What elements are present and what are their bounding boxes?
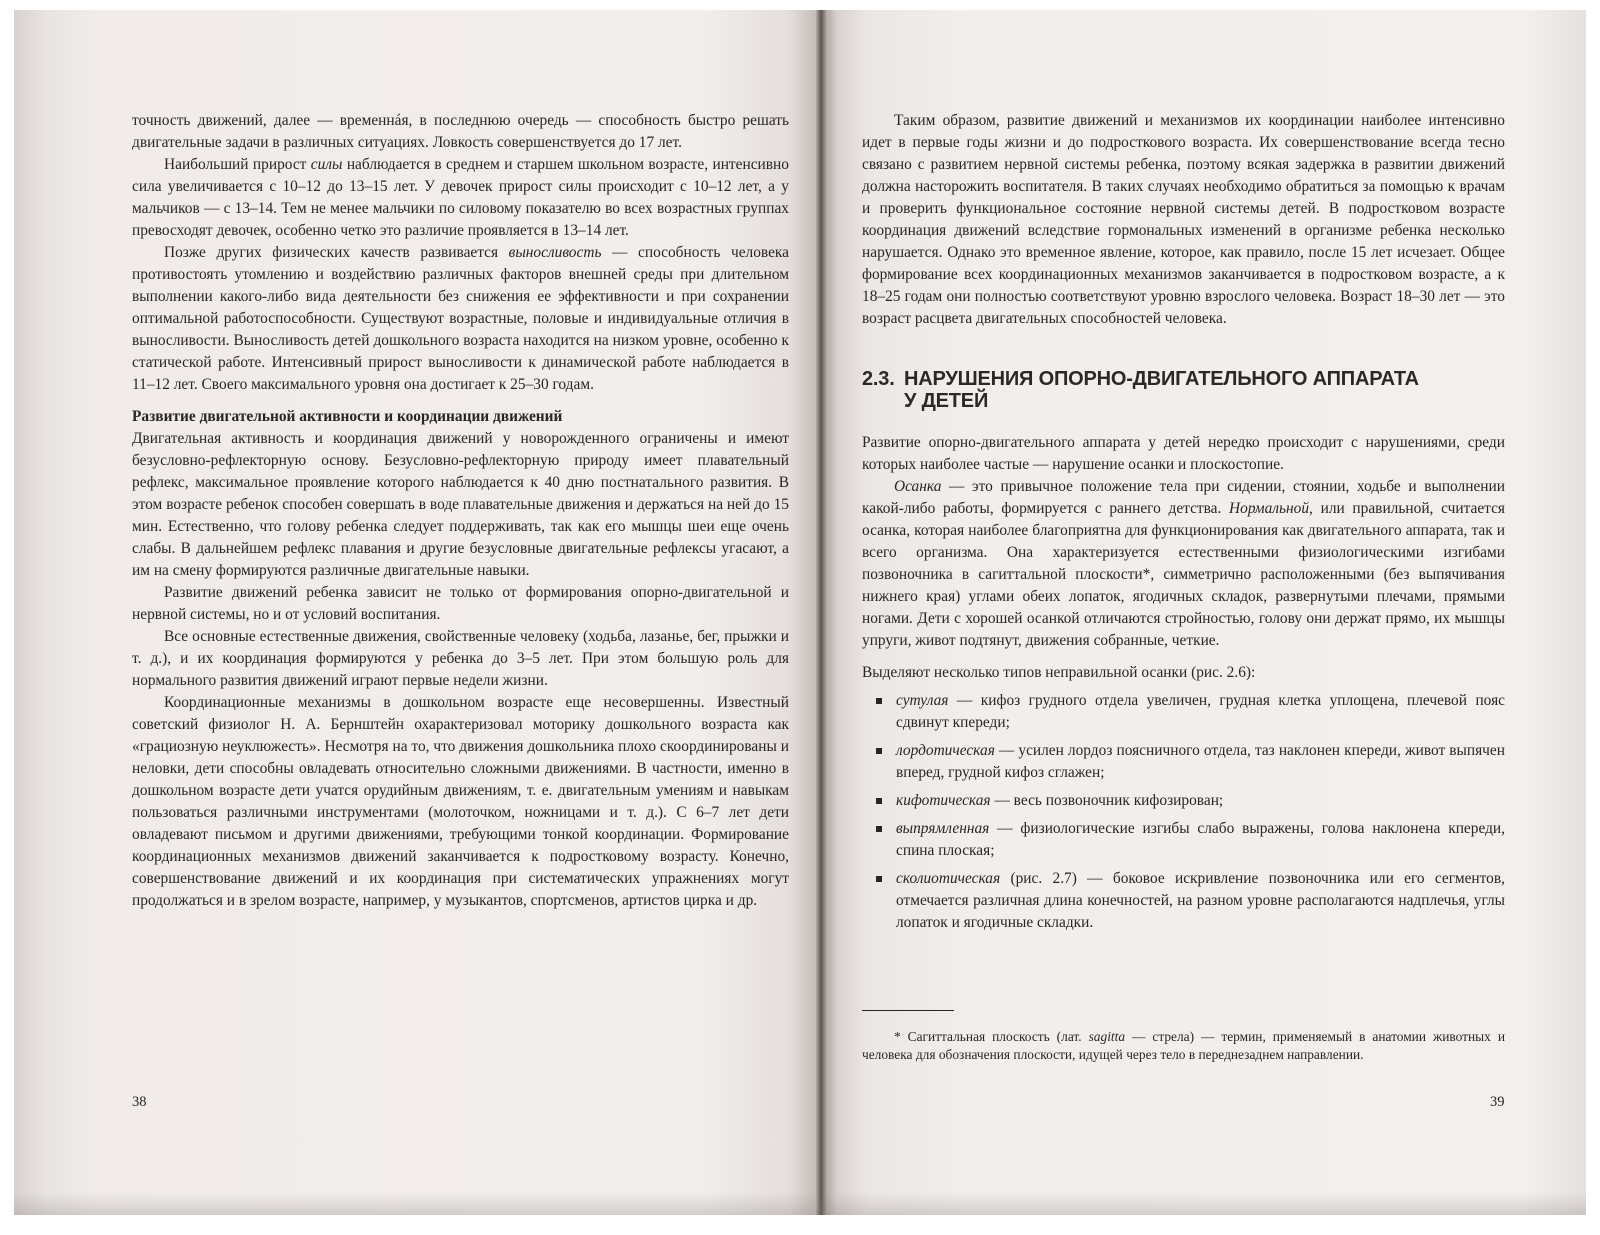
paragraph bbox=[132, 154, 789, 242]
paragraph bbox=[862, 476, 1505, 652]
list-item bbox=[862, 790, 1505, 812]
page-bottom-shadow bbox=[14, 1192, 1586, 1215]
text-run: — стрела) — термин, применяемый в анатомии животных и человека для обозначения плоскости, идущей через тело в переднезаднем направлении. bbox=[862, 1029, 1505, 1062]
text-run: — это привычное положение тела при сидении, стоянии, ходьбе и выполнении какой-либо работы, формируется с раннего детства. bbox=[862, 478, 1505, 517]
subsection-heading: Развитие двигательной активности и координации движений bbox=[132, 408, 563, 425]
paragraph: Выделяют несколько типов неправильной осанки (рис. 2.6): bbox=[862, 664, 1256, 681]
italic-term: выносливость bbox=[508, 244, 602, 261]
text-run: , или правильной, считается осанка, которая наиболее благоприятна для функционирования как двигательного аппарата, так и всего организма. Она характеризуется естественными физиологическими изгибами позвоночника в сагиттальной плоскости*, симметрично расположенными (без выпячивания нижнего края) углами обеих лопаток, ягодичных складок, развернутыми плечами, прямыми ногами. Дети с хорошей осанкой отличаются стройностью, голову они держат прямо, их мышцы упруги, живот подтянут, движения собранные, четкие. bbox=[862, 500, 1505, 649]
footnote bbox=[862, 1028, 1505, 1064]
paragraph: точность движений, далее — временнáя, в последнюю очередь — способность быстро решать двигательные задачи в различных ситуациях. Ловкость совершенствуется до 17 лет. bbox=[132, 112, 789, 151]
text-run: Наибольший прирост bbox=[164, 156, 311, 173]
bullet-icon bbox=[876, 826, 882, 832]
italic-term: кифотическая bbox=[896, 792, 991, 809]
footnote-rule bbox=[862, 1010, 954, 1011]
list-item bbox=[862, 818, 1505, 862]
text-run: * Сагиттальная плоскость (лат. bbox=[894, 1029, 1089, 1044]
italic-term: sagitta bbox=[1088, 1029, 1126, 1044]
italic-term: Нормальной bbox=[1229, 500, 1310, 517]
italic-term: лордотическая bbox=[896, 742, 995, 759]
section-title-line-2: У ДЕТЕЙ bbox=[904, 390, 989, 412]
bullet-icon bbox=[876, 748, 882, 754]
paragraph bbox=[132, 242, 789, 396]
italic-term: выпрямленная bbox=[896, 820, 990, 837]
left-page-text bbox=[132, 110, 789, 912]
paragraph: Развитие опорно-двигательного аппарата у детей нередко происходит с нарушениями, среди которых наиболее частые — нарушение осанки и плоскостопие. bbox=[862, 434, 1505, 473]
italic-term: сколиотическая bbox=[896, 870, 1001, 887]
text-run: — усилен лордоз поясничного отдела, таз наклонен кпереди, живот выпячен вперед, грудной кифоз сглажен; bbox=[896, 742, 1505, 781]
italic-term: Осанка bbox=[894, 478, 942, 495]
footnote-text bbox=[862, 1028, 1505, 1064]
paragraph: Координационные механизмы в дошкольном возрасте еще несовершенны. Известный советский физиолог Н. А. Бернштейн охарактеризовал моторику дошкольного возраста как «грациозную неуклюжесть». Несмотря на то, что движения дошкольника плохо скоординированы и неловки, дети способны овладевать относительно сложными движениями. В частности, именно в дошкольном возрасте дети учатся орудийным движениям, т. е. двигательным умениям и навыкам пользоваться различными инструментами (молоточком, ножницами и т. д.). С 6–7 лет дети овладевают письмом и другими движениями, требующими тонкой координации. Формирование координационных механизмов движений заканчивается к подростковому возрасту. Конечно, совершенствование движений и их координация при систематических упражнениях могут продолжаться и в зрелом возрасте, например, у музыкантов, спортсменов, артистов цирка и др. bbox=[132, 694, 789, 909]
paragraph: Все основные естественные движения, свойственные человеку (ходьба, лазанье, бег, прыжки и т. д.), и их координация формируются у ребенка до 3–5 лет. При этом большую роль для нормального развития движений играют первые недели жизни. bbox=[132, 628, 789, 689]
open-book bbox=[14, 10, 1586, 1215]
bullet-icon bbox=[876, 698, 882, 704]
right-page-text bbox=[862, 110, 1505, 940]
text-run: Позже других физических качеств развивается bbox=[164, 244, 509, 261]
text-run: (рис. 2.7) — боковое искривление позвоночника или его сегментов, отмечается различная длина конечностей, на разном уровне располагаются надплечья, углы лопаток и ягодичные складки. bbox=[896, 870, 1505, 931]
text-run: — физиологические изгибы слабо выражены, голова наклонена кпереди, спина плоская; bbox=[896, 820, 1505, 859]
bullet-icon bbox=[876, 876, 882, 882]
page-number-left: 38 bbox=[132, 1094, 147, 1110]
bullet-icon bbox=[876, 798, 882, 804]
text-run: наблюдается в среднем и старшем школьном возрасте, интенсивно сила увеличивается с 10–12 до 13–15 лет. У девочек прирост силы происходит с 10–12 лет, а у мальчиков — с 13–14. Тем не менее мальчики по силовому показателю во всех возрастных группах превосходят девочек, особенно четко это различие проявляется в 13–14 лет. bbox=[132, 156, 789, 239]
posture-types-list bbox=[862, 690, 1505, 934]
list-item bbox=[862, 740, 1505, 784]
text-run: — весь позвоночник кифозирован; bbox=[990, 792, 1224, 809]
book-spine bbox=[816, 10, 826, 1215]
section-heading bbox=[862, 368, 1505, 412]
page-number-right: 39 bbox=[1490, 1094, 1505, 1110]
paragraph: Двигательная активность и координация движений у новорожденного ограничены и имеют безусловно-рефлекторную основу. Безусловно-рефлекторную природу имеет плавательный рефлекс, максимальное проявление которого наблюдается к 40 дню постнатального развития. В этом возрасте ребенок способен совершать в воде плавательные движения и держаться на ней до 15 мин. Естественно, что голову ребенка следует поддерживать, так как его мышцы шеи еще очень слабы. В дальнейшем рефлекс плавания и другие безусловные двигательные рефлексы угасают, а им на смену формируются различные двигательные навыки. bbox=[132, 430, 789, 579]
italic-term: сутулая bbox=[896, 692, 949, 709]
list-item bbox=[862, 868, 1505, 934]
italic-term: силы bbox=[310, 156, 343, 173]
text-run: — кифоз грудного отдела увеличен, грудная клетка уплощена, плечевой пояс сдвинут кпереди; bbox=[896, 692, 1505, 731]
text-run: — способность человека противостоять утомлению и воздействию различных факторов внешней среды при длительном выполнении какого-либо вида деятельности без снижения ее эффективности и при сохранении оптимальной работоспособности. Существуют возрастные, половые и индивидуальные отличия в выносливости. Выносливость детей дошкольного возраста находится на низком уровне, особенно к статической работе. Интенсивный прирост выносливости к динамической работе наблюдается в 11–12 лет. Своего максимального уровня она достигает к 25–30 годам. bbox=[132, 244, 790, 393]
paragraph: Развитие движений ребенка зависит не только от формирования опорно-двигательной и нервной системы, но и от условий воспитания. bbox=[132, 584, 789, 623]
section-title-line-1: НАРУШЕНИЯ ОПОРНО-ДВИГАТЕЛЬНОГО АППАРАТА bbox=[904, 368, 1419, 390]
paragraph: Таким образом, развитие движений и механизмов их координации наиболее интенсивно идет в первые годы жизни и до подросткового возраста. Их совершенствование всегда тесно связано с развитием нервной системы ребенка, поэтому всякая задержка в развитии движений должна насторожить воспитателя. В таких случаях необходимо обратиться за помощью к врачам и проверить функциональное состояние нервной системы детей. В подростковом возрасте координация движений вследствие гормональных изменений в организме ребенка несколько нарушается. Однако это временное явление, которое, как правило, после 15 лет исчезает. Общее формирование всех координационных механизмов заканчивается в подростковом возрасте, а к 18–25 годам они полностью соответствуют уровню взрослого человека. Возраст 18–30 лет — это возраст расцвета двигательных способностей человека. bbox=[862, 112, 1505, 327]
list-item bbox=[862, 690, 1505, 734]
section-number: 2.3. bbox=[862, 368, 895, 390]
